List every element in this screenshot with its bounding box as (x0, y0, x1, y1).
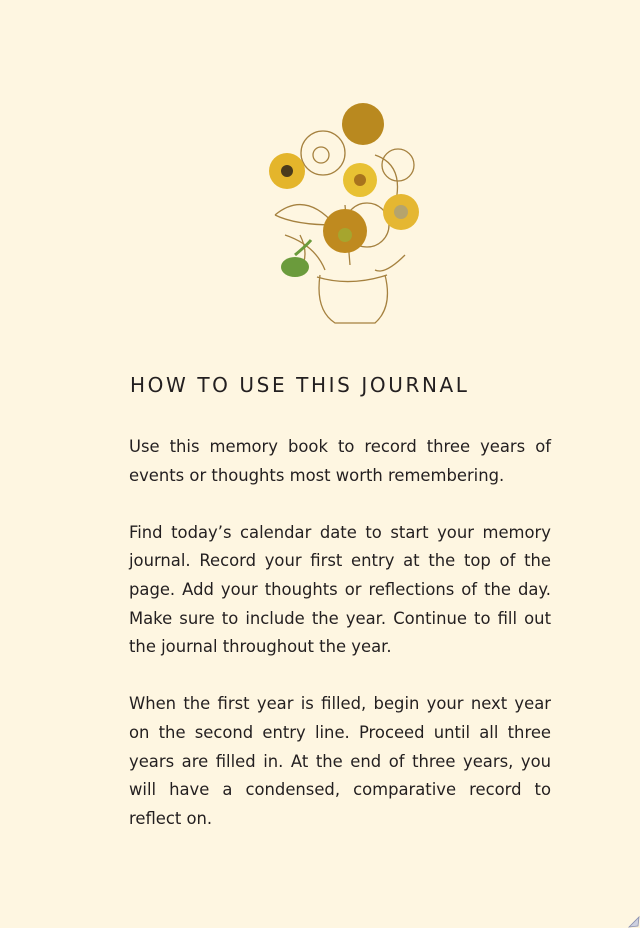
sunflowers-illustration (255, 95, 445, 330)
sunflower-heads (269, 103, 419, 277)
page-title: HOW TO USE THIS JOURNAL (130, 373, 470, 397)
paragraph-intro: Use this memory book to record three years of events or thoughts most worth remembering. (129, 437, 551, 485)
instructions (129, 433, 551, 862)
paragraph-continue: When the first year is filled, begin your next year on the second entry line. Proceed until all three years are filled in. At the end of three years, you will have a condensed, comparative record to reflect on. (129, 694, 551, 828)
paragraph-start: Find today’s calendar date to start your memory journal. Record your first entry at the top of the page. Add your thoughts or reflections of the day. Make sure to include the year. Continue to fill out the journal throughout the year. (129, 522, 551, 657)
page-curl-icon[interactable] (626, 914, 640, 928)
